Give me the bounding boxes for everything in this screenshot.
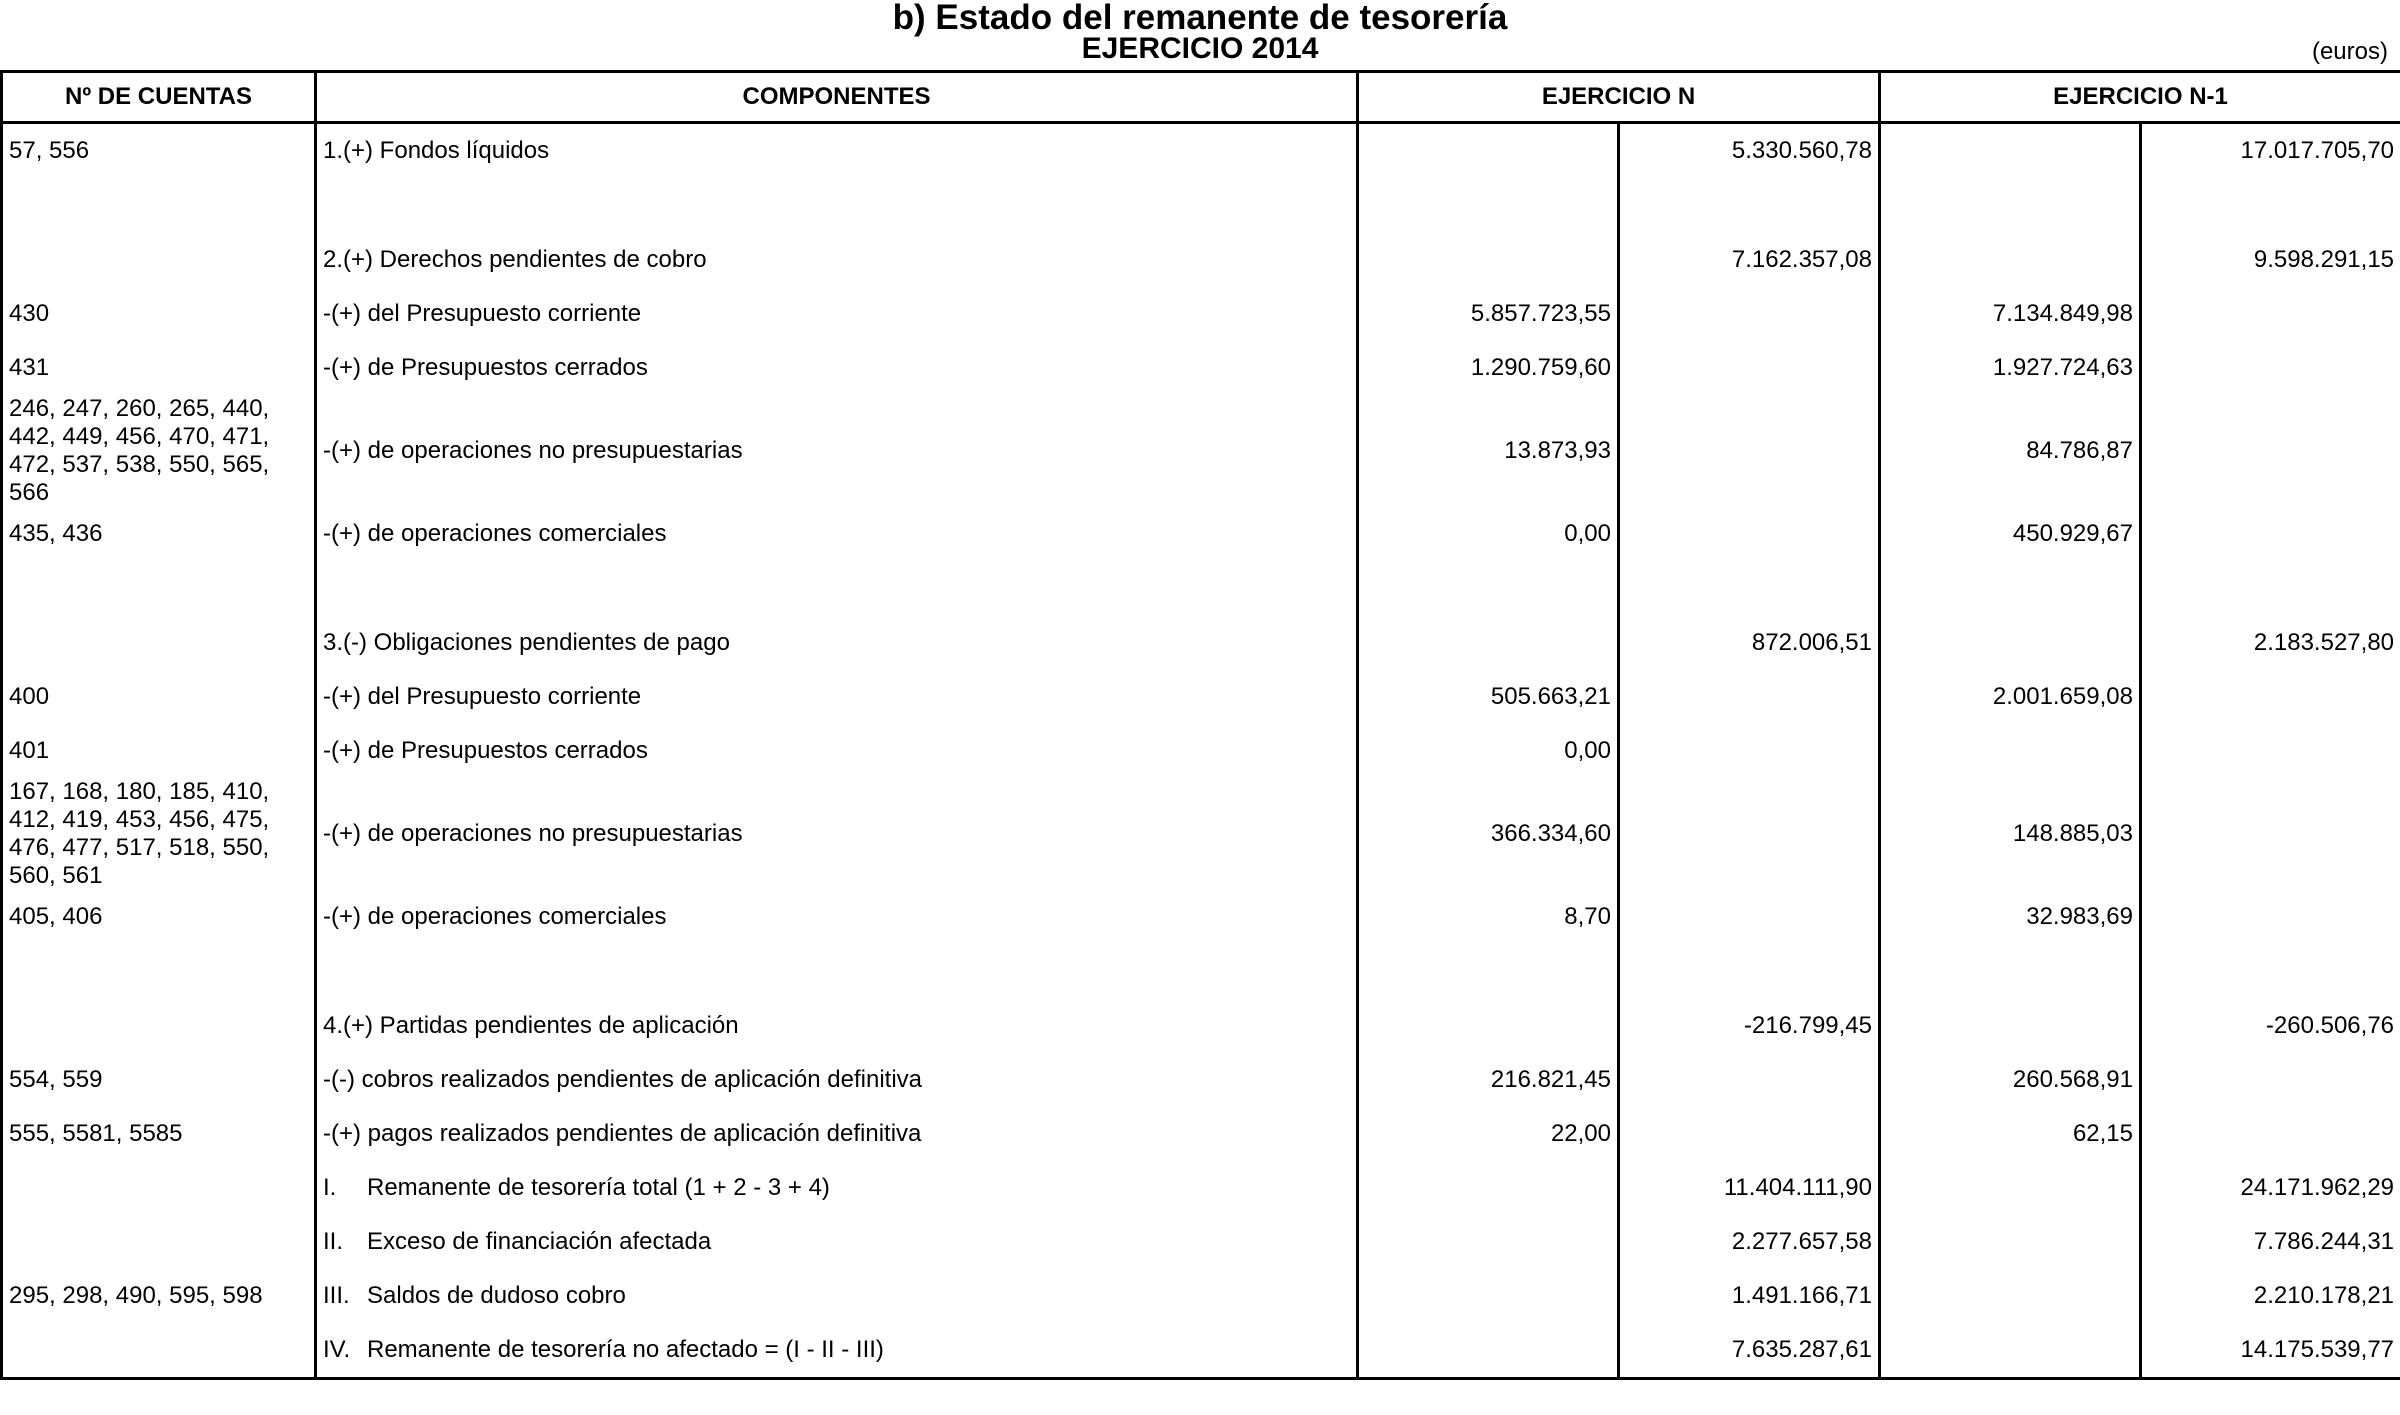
page-subtitle: EJERCICIO 2014 — [1081, 32, 1319, 65]
cell-n1-total — [2141, 670, 2400, 724]
cell-n1-detail: 2.001.659,08 — [1880, 670, 2141, 724]
cell-n-detail — [1358, 999, 1619, 1053]
cell-n1-detail — [1880, 1215, 2141, 1269]
cell-n-detail: 216.821,45 — [1358, 1053, 1619, 1107]
cell-n1-detail: 32.983,69 — [1880, 890, 2141, 944]
cell-n1-detail: 7.134.849,98 — [1880, 287, 2141, 341]
cell-n-total: -216.799,45 — [1619, 999, 1880, 1053]
table-row — [2, 395, 2400, 507]
header-componentes: COMPONENTES — [316, 72, 1358, 123]
cell-n1-total: 17.017.705,70 — [2141, 123, 2400, 179]
cell-componente: -(-) cobros realizados pendientes de aplicación definitiva — [316, 1053, 1358, 1107]
roman-numeral: IV. — [323, 1336, 351, 1363]
table-row — [2, 1053, 2400, 1107]
cell-n-detail — [1358, 123, 1619, 179]
componente-label: Exceso de financiación afectada — [367, 1228, 712, 1255]
table-row — [2, 999, 2400, 1053]
cell-n-detail — [1358, 1269, 1619, 1323]
cell-n-total — [1619, 287, 1880, 341]
cell-n1-detail — [1880, 123, 2141, 179]
cell-componente: 2.(+) Derechos pendientes de cobro — [316, 233, 1358, 287]
cell-cuentas: 431 — [2, 341, 316, 395]
cell-n1-detail — [1880, 1323, 2141, 1379]
cell-cuentas: 295, 298, 490, 595, 598 — [2, 1269, 316, 1323]
componente-label: Remanente de tesorería total (1 + 2 - 3 + 4) — [367, 1174, 830, 1201]
roman-numeral: III. — [323, 1282, 350, 1309]
cell-n-total: 11.404.111,90 — [1619, 1161, 1880, 1215]
cell-n-total: 872.006,51 — [1619, 616, 1880, 670]
cell-n-total — [1619, 395, 1880, 507]
cell-componente: -(+) de operaciones comerciales — [316, 890, 1358, 944]
cell-componente: -(+) de operaciones comerciales — [316, 507, 1358, 561]
componente-label: Remanente de tesorería no afectado = (I - II - III) — [367, 1336, 884, 1363]
cell-n-total: 7.162.357,08 — [1619, 233, 1880, 287]
cell-componente — [316, 1269, 1358, 1323]
cell-n-detail: 505.663,21 — [1358, 670, 1619, 724]
cell-componente: 4.(+) Partidas pendientes de aplicación — [316, 999, 1358, 1053]
cell-cuentas: 405, 406 — [2, 890, 316, 944]
roman-numeral: I. — [323, 1174, 337, 1201]
cell-n-total: 7.635.287,61 — [1619, 1323, 1880, 1379]
cell-componente — [316, 1215, 1358, 1269]
cell-cuentas — [2, 1161, 316, 1215]
table-row — [2, 778, 2400, 890]
cell-n1-detail — [1880, 1161, 2141, 1215]
spacer-row — [2, 178, 2400, 233]
cell-n1-total: 24.171.962,29 — [2141, 1161, 2400, 1215]
cell-cuentas: 554, 559 — [2, 1053, 316, 1107]
cell-n-detail: 13.873,93 — [1358, 395, 1619, 507]
cell-n1-total: 2.210.178,21 — [2141, 1269, 2400, 1323]
cell-n-detail: 366.334,60 — [1358, 778, 1619, 890]
header-cuentas: Nº DE CUENTAS — [2, 72, 316, 123]
cell-n-detail — [1358, 616, 1619, 670]
cell-cuentas — [2, 1323, 316, 1379]
cell-componente: 3.(-) Obligaciones pendientes de pago — [316, 616, 1358, 670]
cell-n-detail: 0,00 — [1358, 507, 1619, 561]
cell-componente: -(+) pagos realizados pendientes de aplicación definitiva — [316, 1107, 1358, 1161]
cell-n-total — [1619, 778, 1880, 890]
cell-n-detail: 5.857.723,55 — [1358, 287, 1619, 341]
componente-label: Saldos de dudoso cobro — [367, 1282, 626, 1309]
cell-n1-detail — [1880, 999, 2141, 1053]
cell-n1-detail — [1880, 233, 2141, 287]
cell-n1-total: 14.175.539,77 — [2141, 1323, 2400, 1379]
cell-n1-detail: 260.568,91 — [1880, 1053, 2141, 1107]
cell-n1-detail: 62,15 — [1880, 1107, 2141, 1161]
table-row — [2, 724, 2400, 778]
cell-n1-total — [2141, 395, 2400, 507]
cell-n1-total — [2141, 507, 2400, 561]
table-row — [2, 1107, 2400, 1161]
cell-cuentas: 57, 556 — [2, 123, 316, 179]
cell-componente: -(+) de operaciones no presupuestarias — [316, 395, 1358, 507]
cell-n1-total — [2141, 287, 2400, 341]
cell-n-detail — [1358, 233, 1619, 287]
treasury-table — [0, 70, 2400, 1380]
cell-n1-detail: 84.786,87 — [1880, 395, 2141, 507]
cell-n-detail: 22,00 — [1358, 1107, 1619, 1161]
cell-cuentas: 430 — [2, 287, 316, 341]
cell-n1-total: 2.183.527,80 — [2141, 616, 2400, 670]
header-ejercicio-n1: EJERCICIO N-1 — [1880, 72, 2400, 123]
roman-numeral: II. — [323, 1228, 344, 1255]
cell-n-detail — [1358, 1215, 1619, 1269]
cell-componente: -(+) de Presupuestos cerrados — [316, 341, 1358, 395]
cell-componente: -(+) del Presupuesto corriente — [316, 670, 1358, 724]
spacer-row — [2, 561, 2400, 616]
cell-n1-total — [2141, 724, 2400, 778]
cell-componente — [316, 1161, 1358, 1215]
cell-n1-detail: 450.929,67 — [1880, 507, 2141, 561]
table-row — [2, 1269, 2400, 1323]
cell-n-total — [1619, 1053, 1880, 1107]
cell-n1-total — [2141, 341, 2400, 395]
cell-cuentas — [2, 999, 316, 1053]
cell-n1-total — [2141, 1053, 2400, 1107]
cell-componente — [316, 1323, 1358, 1379]
cell-cuentas: 555, 5581, 5585 — [2, 1107, 316, 1161]
cell-n1-detail — [1880, 724, 2141, 778]
cell-n-detail — [1358, 1161, 1619, 1215]
cell-n-detail: 1.290.759,60 — [1358, 341, 1619, 395]
cell-cuentas — [2, 233, 316, 287]
cell-cuentas: 246, 247, 260, 265, 440, 442, 449, 456, 470, 471, 472, 537, 538, 550, 565, 566 — [2, 395, 316, 507]
cell-n-total — [1619, 890, 1880, 944]
cell-n-detail: 0,00 — [1358, 724, 1619, 778]
cell-cuentas — [2, 1215, 316, 1269]
cell-componente: -(+) de Presupuestos cerrados — [316, 724, 1358, 778]
cell-n-total — [1619, 507, 1880, 561]
cell-n1-total: 7.786.244,31 — [2141, 1215, 2400, 1269]
cell-cuentas: 435, 436 — [2, 507, 316, 561]
cell-cuentas: 401 — [2, 724, 316, 778]
cell-componente: 1.(+) Fondos líquidos — [316, 123, 1358, 179]
table-row — [2, 507, 2400, 561]
cell-n-total — [1619, 670, 1880, 724]
cell-cuentas: 400 — [2, 670, 316, 724]
cell-n1-total — [2141, 778, 2400, 890]
table-row — [2, 1215, 2400, 1269]
table-row — [2, 233, 2400, 287]
table-row — [2, 890, 2400, 944]
cell-n1-detail — [1880, 616, 2141, 670]
table-row — [2, 670, 2400, 724]
cell-n1-total — [2141, 890, 2400, 944]
cell-n-total — [1619, 724, 1880, 778]
cell-n-total: 5.330.560,78 — [1619, 123, 1880, 179]
cell-n1-total — [2141, 1107, 2400, 1161]
header-row — [2, 72, 2400, 123]
cell-componente: -(+) de operaciones no presupuestarias — [316, 778, 1358, 890]
table-row — [2, 123, 2400, 179]
header-ejercicio-n: EJERCICIO N — [1358, 72, 1880, 123]
cell-n-detail — [1358, 1323, 1619, 1379]
cell-n-detail: 8,70 — [1358, 890, 1619, 944]
cell-n1-total: 9.598.291,15 — [2141, 233, 2400, 287]
table-row — [2, 1323, 2400, 1379]
cell-n1-detail: 148.885,03 — [1880, 778, 2141, 890]
cell-n1-total: -260.506,76 — [2141, 999, 2400, 1053]
page-title: b) Estado del remanente de tesorería — [892, 0, 1508, 37]
currency-unit: (euros) — [2311, 38, 2388, 65]
cell-n1-detail — [1880, 1269, 2141, 1323]
table-row — [2, 1161, 2400, 1215]
cell-n-total: 2.277.657,58 — [1619, 1215, 1880, 1269]
cell-n-total — [1619, 341, 1880, 395]
table-row — [2, 341, 2400, 395]
cell-n1-detail: 1.927.724,63 — [1880, 341, 2141, 395]
cell-n-total: 1.491.166,71 — [1619, 1269, 1880, 1323]
cell-n-total — [1619, 1107, 1880, 1161]
table-row — [2, 287, 2400, 341]
cell-componente: -(+) del Presupuesto corriente — [316, 287, 1358, 341]
cell-cuentas: 167, 168, 180, 185, 410, 412, 419, 453, 456, 475, 476, 477, 517, 518, 550, 560, 561 — [2, 778, 316, 890]
spacer-row — [2, 944, 2400, 999]
cell-cuentas — [2, 616, 316, 670]
table-row — [2, 616, 2400, 670]
